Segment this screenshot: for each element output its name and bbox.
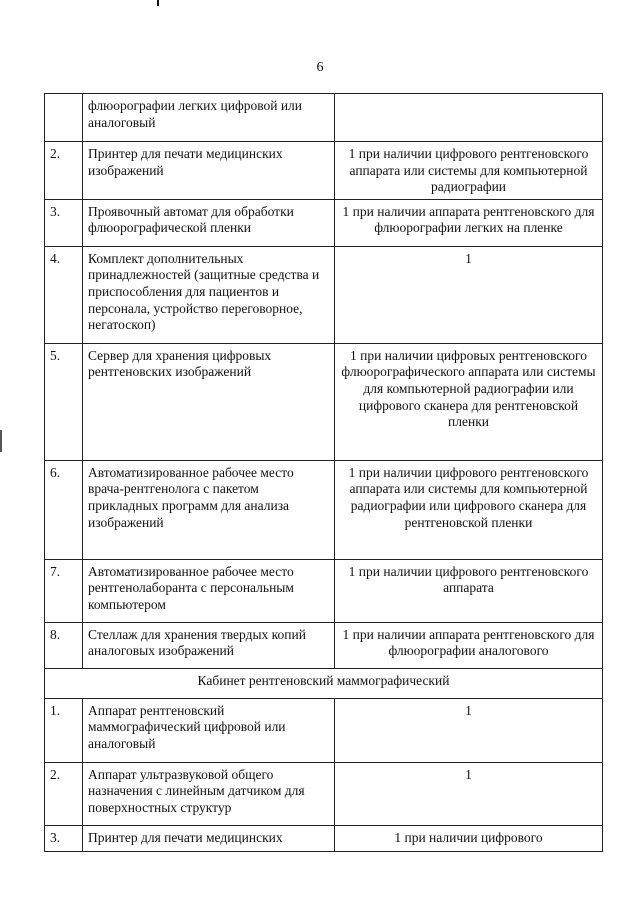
row-number: 2. [45, 142, 83, 200]
equipment-name: Комплект дополнительных принадлежностей (защитные средства и приспособления для пациентов и персонала, устройство переговорное, негатоскоп) [83, 246, 335, 343]
table-row [45, 94, 603, 142]
row-number: 8. [45, 622, 83, 668]
row-number: 3. [45, 199, 83, 246]
table-row [45, 246, 603, 343]
equipment-name: флюорографии легких цифровой или аналоговый [83, 94, 335, 142]
section-title: Кабинет рентгеновский маммографический [45, 668, 603, 698]
equipment-name: Принтер для печати медицинских [83, 825, 335, 851]
page-number: 6 [316, 60, 324, 75]
row-number: 6. [45, 460, 83, 559]
equipment-quantity: 1 при наличии аппарата рентгеновского для флюорографии легких на пленке [335, 199, 603, 246]
equipment-quantity: 1 при наличии цифрового рентгеновского аппарата или системы для компьютерной радиографии [335, 142, 603, 200]
equipment-quantity: 1 при наличии цифрового рентгеновского аппарата или системы для компьютерной радиографии или цифрового сканера для рентгеновской пленки [335, 460, 603, 559]
table-row [45, 698, 603, 762]
equipment-name: Принтер для печати медицинских изображений [83, 142, 335, 200]
equipment-name: Сервер для хранения цифровых рентгеновских изображений [83, 343, 335, 460]
table-row [45, 343, 603, 460]
equipment-quantity: 1 [335, 762, 603, 825]
equipment-name: Аппарат ультразвуковой общего назначения с линейным датчиком для поверхностных структур [83, 762, 335, 825]
row-number: 5. [45, 343, 83, 460]
row-number [45, 94, 83, 142]
table-row [45, 622, 603, 668]
row-number: 7. [45, 559, 83, 622]
row-number: 1. [45, 698, 83, 762]
row-number: 3. [45, 825, 83, 851]
table-row [45, 142, 603, 200]
equipment-name: Аппарат рентгеновский маммографический цифровой или аналоговый [83, 698, 335, 762]
equipment-name: Проявочный автомат для обработки флюорографической пленки [83, 199, 335, 246]
row-number: 4. [45, 246, 83, 343]
table-row [45, 559, 603, 622]
equipment-quantity: 1 при наличии цифровых рентгеновского флюорографического аппарата или системы для компьютерной радиографии или цифрового сканера для рентгеновской пленки [335, 343, 603, 460]
equipment-table-body [45, 94, 603, 852]
equipment-quantity: 1 при наличии аппарата рентгеновского для флюорографии аналогового [335, 622, 603, 668]
equipment-name: Автоматизированное рабочее место врача-рентгенолога с пакетом прикладных программ для анализа изображений [83, 460, 335, 559]
equipment-quantity: 1 [335, 246, 603, 343]
section-row [45, 668, 603, 698]
scan-mark-left [0, 430, 2, 452]
equipment-quantity [335, 94, 603, 142]
table-row [45, 460, 603, 559]
equipment-name: Стеллаж для хранения твердых копий аналоговых изображений [83, 622, 335, 668]
table-row [45, 825, 603, 851]
equipment-quantity: 1 [335, 698, 603, 762]
equipment-table [44, 93, 603, 852]
table-row [45, 199, 603, 246]
scan-mark-top [157, 0, 159, 6]
table-row [45, 762, 603, 825]
equipment-name: Автоматизированное рабочее место рентгенолаборанта с персональным компьютером [83, 559, 335, 622]
equipment-quantity: 1 при наличии цифрового [335, 825, 603, 851]
row-number: 2. [45, 762, 83, 825]
equipment-quantity: 1 при наличии цифрового рентгеновского аппарата [335, 559, 603, 622]
